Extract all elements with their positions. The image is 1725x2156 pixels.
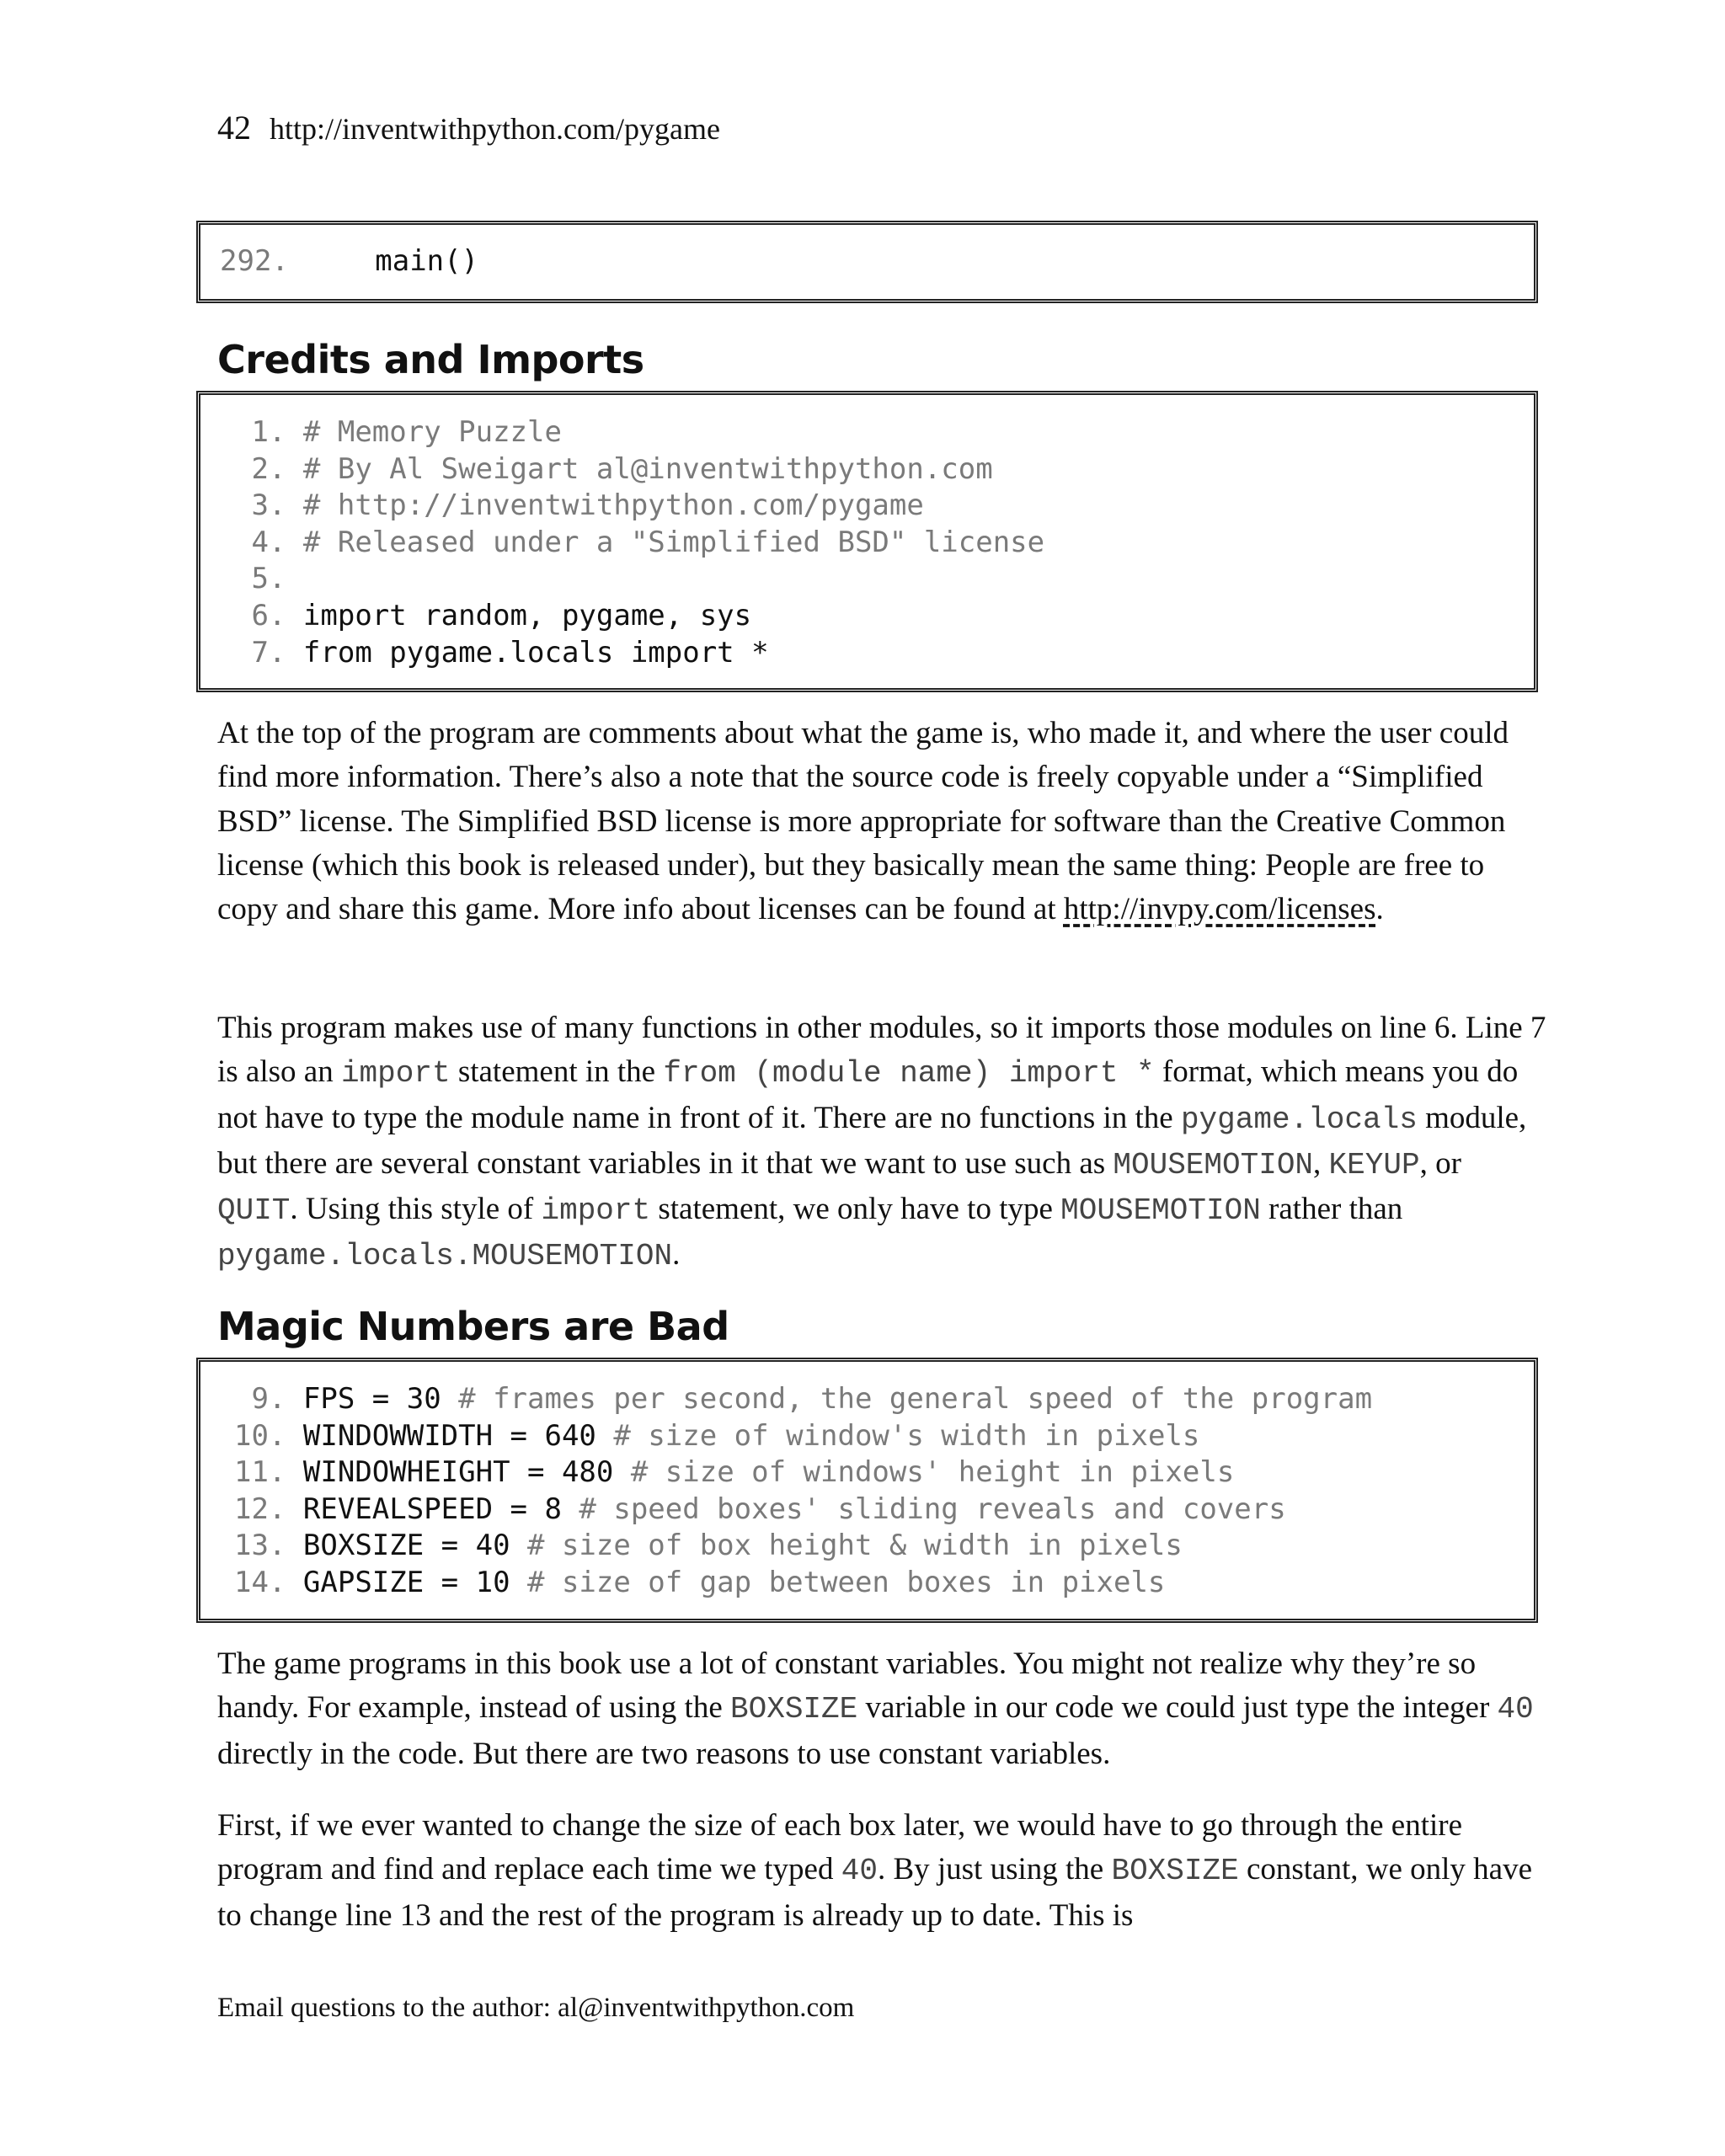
page-header — [217, 108, 720, 149]
code-text: GAPSIZE = 10 — [302, 1565, 510, 1599]
inline-code: KEYUP — [1328, 1147, 1420, 1182]
line-number: 5. — [234, 562, 286, 596]
code-text: FPS = 30 — [302, 1382, 441, 1416]
code-text: from pygame.locals import * — [302, 635, 769, 670]
code-text: WINDOWWIDTH = 640 — [302, 1418, 596, 1453]
code-line — [234, 451, 1534, 488]
paragraph-first-reason — [217, 1804, 1548, 1938]
code-line — [234, 1492, 1534, 1529]
code-text: import random, pygame, sys — [302, 598, 752, 632]
paragraph-constants — [217, 1642, 1548, 1776]
page-footer: Email questions to the author: al@inventwithpython.com — [217, 1993, 855, 2023]
code-line — [234, 488, 1534, 525]
paragraph-text: rather than — [1260, 1192, 1403, 1227]
code-line — [234, 1565, 1534, 1602]
line-number: 6. — [234, 598, 286, 632]
code-comment: # Memory Puzzle — [302, 415, 562, 449]
inline-code: 40 — [1497, 1692, 1534, 1727]
code-line — [234, 1454, 1534, 1492]
code-comment: # size of gap between boxes in pixels — [510, 1565, 1166, 1599]
line-number: 13. — [234, 1529, 286, 1563]
paragraph-text: , — [1313, 1145, 1329, 1181]
paragraph-text: directly in the code. But there are two reasons to use constant variables. — [217, 1736, 1111, 1771]
paragraph-text: statement in the — [450, 1054, 664, 1090]
code-text: WINDOWHEIGHT = 480 — [302, 1455, 614, 1490]
line-number: 11. — [234, 1455, 286, 1490]
code-comment: # size of window's width in pixels — [595, 1418, 1200, 1453]
paragraph-text: . Using this style of — [290, 1192, 542, 1227]
line-number: 7. — [234, 635, 286, 670]
paragraph-text: At the top of the program are comments about what the game is, who made it, and where the user could find more information. There’s also a note that the source code is freely copyable under a “Simplified BSD” license. The Simplified BSD license is more appropriate for software than the Creative Common license (which this book is released under), but they basically mean the same thing: People are free to copy and share this game. More info about licenses can be found at — [217, 716, 1509, 927]
line-number: 10. — [234, 1418, 286, 1453]
line-number: 12. — [234, 1492, 286, 1526]
code-block-credits-imports — [196, 391, 1538, 692]
inline-code: import — [541, 1193, 651, 1229]
code-comment: # speed boxes' sliding reveals and covers — [561, 1492, 1286, 1526]
code-line — [234, 1381, 1534, 1418]
paragraph-text: This program makes use of many functions in other modules, so it imports those modules on line 6. Line 7 is also an — [217, 1011, 1546, 1090]
inline-code: MOUSEMOTION — [1060, 1193, 1261, 1229]
paragraph-text: . — [1375, 892, 1384, 927]
code-block-main-call — [196, 221, 1538, 303]
code-line — [234, 414, 1534, 451]
paragraph-text: format, which means you do not have to type the module name in front of it. There are no functions in the — [217, 1054, 1519, 1135]
line-number: 14. — [234, 1565, 286, 1599]
page-number: 42 — [217, 109, 251, 147]
code-text: main() — [306, 244, 479, 278]
line-number: 4. — [234, 525, 286, 559]
paragraph-credits — [217, 712, 1548, 931]
line-number: 1. — [234, 415, 286, 449]
code-comment: # By Al Sweigart al@inventwithpython.com — [302, 451, 993, 486]
inline-code: pygame.locals.MOUSEMOTION — [217, 1239, 673, 1274]
code-line — [234, 598, 1534, 635]
code-line — [220, 243, 1534, 280]
code-line — [234, 1528, 1534, 1565]
code-line — [234, 561, 1534, 598]
paragraph-imports — [217, 1006, 1548, 1279]
code-text: REVEALSPEED = 8 — [302, 1492, 562, 1526]
code-text: BOXSIZE = 40 — [302, 1529, 510, 1563]
paragraph-text: variable in our code we could just type the integer — [857, 1690, 1498, 1726]
licenses-link[interactable]: http://invpy.com/licenses — [1063, 892, 1376, 927]
code-line — [234, 635, 1534, 672]
code-comment: # Released under a "Simplified BSD" license — [302, 525, 1045, 559]
code-line — [234, 525, 1534, 562]
header-url: http://inventwithpython.com/pygame — [270, 112, 720, 146]
inline-code: MOUSEMOTION — [1113, 1147, 1314, 1182]
paragraph-text: constant, we only have to change line 13 and the rest of the program is already up to date. This is — [217, 1852, 1533, 1933]
line-number: 3. — [234, 488, 286, 523]
inline-code: from (module name) import * — [663, 1056, 1155, 1091]
inline-code: import — [340, 1056, 451, 1091]
code-block-constants — [196, 1358, 1538, 1623]
code-line — [234, 1418, 1534, 1455]
section-heading-credits-imports: Credits and Imports — [217, 337, 644, 382]
paragraph-text: The game programs in this book use a lot of constant variables. You might not realize why they’re so handy. For example, instead of using the — [217, 1646, 1477, 1726]
line-number: 9. — [234, 1382, 286, 1416]
paragraph-text: . — [672, 1237, 681, 1273]
section-heading-magic-numbers: Magic Numbers are Bad — [217, 1304, 729, 1349]
inline-code: BOXSIZE — [730, 1692, 858, 1727]
inline-code: 40 — [841, 1854, 878, 1889]
inline-code: QUIT — [217, 1193, 291, 1229]
paragraph-text: , or — [1419, 1145, 1461, 1181]
line-number: 2. — [234, 451, 286, 486]
paragraph-text: module, but there are several constant variables in it that we want to use such as — [217, 1100, 1527, 1181]
paragraph-text: First, if we ever wanted to change the size of each box later, we would have to go through the entire program and find and replace each time we typed — [217, 1808, 1463, 1887]
line-number: 292. — [220, 244, 289, 278]
paragraph-text: statement, we only have to type — [650, 1192, 1061, 1227]
code-comment: # frames per second, the general speed of the program — [441, 1382, 1373, 1416]
code-comment: # size of box height & width in pixels — [510, 1529, 1183, 1563]
code-comment: # size of windows' height in pixels — [613, 1455, 1235, 1490]
paragraph-text: . By just using the — [877, 1852, 1112, 1887]
code-comment: # http://inventwithpython.com/pygame — [302, 488, 924, 523]
inline-code: pygame.locals — [1180, 1102, 1418, 1137]
inline-code: BOXSIZE — [1111, 1854, 1239, 1889]
